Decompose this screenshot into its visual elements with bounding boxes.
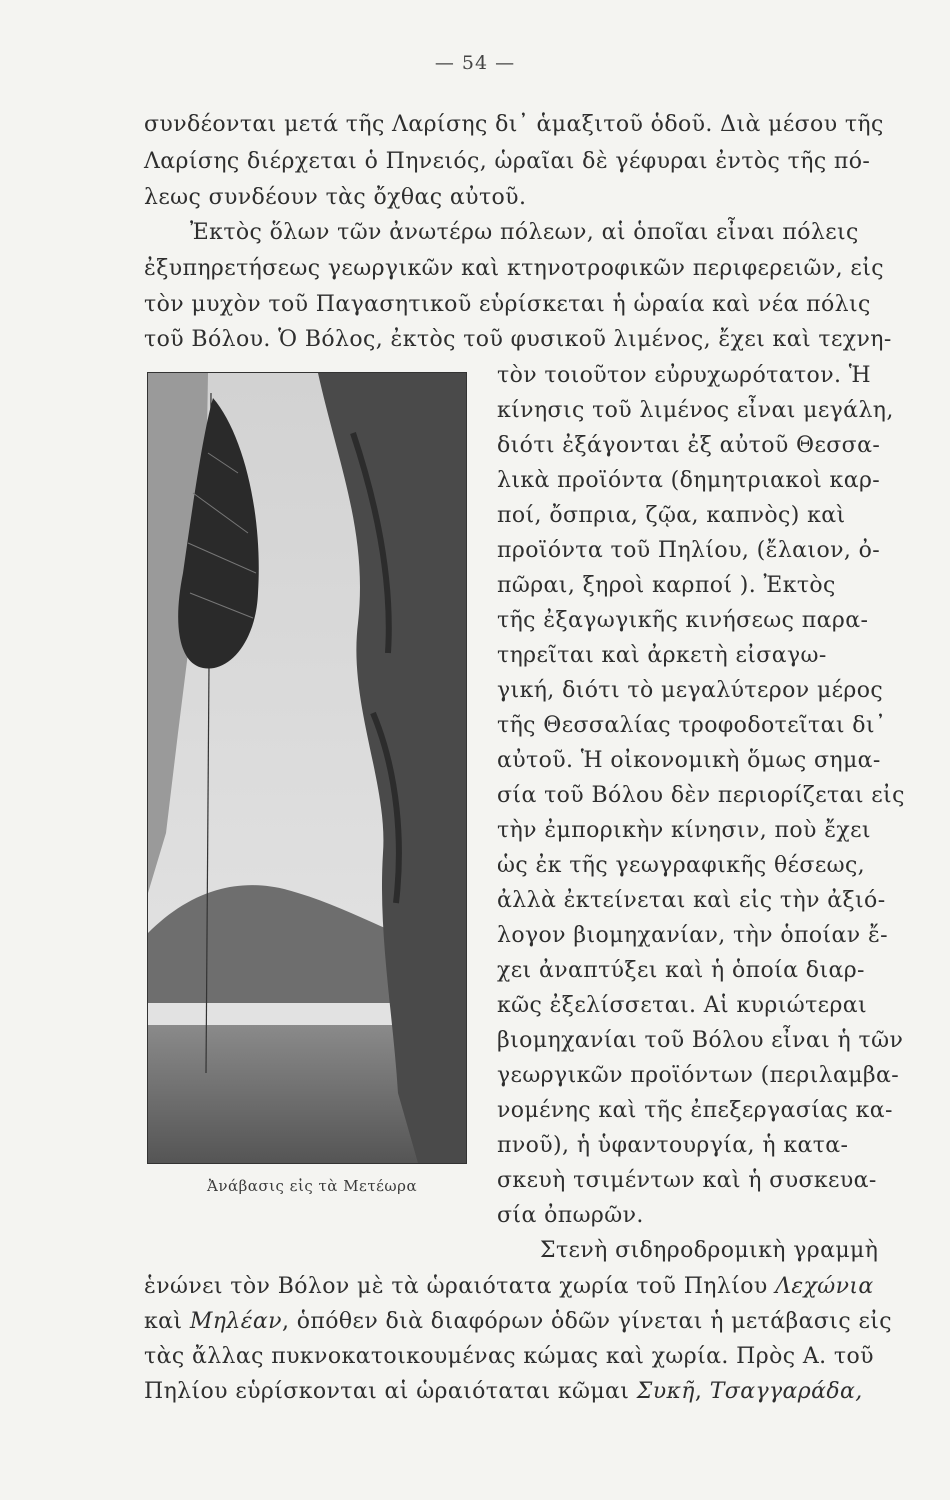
text-line: πνοῦ), ἡ ὑφαντουργία, ἡ κατα- (497, 1133, 849, 1158)
text-line: κίνησις τοῦ λιμένος εἶναι μεγάλη, (497, 398, 894, 423)
text-run: Πηλίου εὑρίσκονται αἱ ὡραιόταται κῶμαι (144, 1379, 630, 1404)
text-line: νομένης καὶ τῆς ἐπεξεργασίας κα- (497, 1098, 893, 1123)
text-run: καὶ (144, 1309, 183, 1334)
text-line: Ἐκτὸς ὅλων τῶν ἀνωτέρω πόλεων, αἱ ὁποῖαι εἶναι πόλεις (190, 220, 859, 245)
photo-caption: Ἀνάβασις εἰς τὰ Μετέωρα (207, 1177, 418, 1195)
text-line: προϊόντα τοῦ Πηλίου, (ἔλαιον, ὀ- (497, 538, 881, 563)
text-line: διότι ἐξάγονται ἐξ αὐτοῦ Θεσσα- (497, 433, 881, 458)
text-line: ἐξυπηρετήσεως γεωργικῶν καὶ κτηνοτροφικῶν περιφερειῶν, εἰς (144, 256, 884, 281)
text-line: λογον βιομηχανίαν, τὴν ὁποίαν ἔ- (497, 923, 888, 948)
text-line: ἀλλὰ ἐκτείνεται καὶ εἰς τὴν ἀξιό- (497, 888, 886, 913)
text-line: ποί, ὄσπρια, ζῷα, καπνὸς) καὶ (497, 503, 846, 528)
text-line: Στενὴ σιδηροδρομικὴ γραμμὴ (540, 1238, 879, 1263)
text-line: σία τοῦ Βόλου δὲν περιορίζεται εἰς (497, 783, 905, 808)
place-name: Μηλέαν (189, 1309, 282, 1334)
place-name: Λεχώνια (775, 1274, 874, 1299)
text-line: Λαρίσης διέρχεται ὁ Πηνειός, ὡραῖαι δὲ γέφυραι ἐντὸς τῆς πό- (144, 149, 871, 174)
text-line: κῶς ἐξελίσσεται. Αἱ κυριώτεραι (497, 993, 868, 1018)
text-line: συνδέονται μετά τῆς Λαρίσης δι᾽ ἁμαξιτοῦ ὁδοῦ. Διὰ μέσου τῆς (144, 112, 884, 137)
text-line (144, 1311, 892, 1333)
text-line: σία ὀπωρῶν. (497, 1203, 644, 1228)
text-run: , (694, 1379, 703, 1404)
text-line (144, 1381, 863, 1403)
text-line: τοῦ Βόλου. Ὁ Βόλος, ἐκτὸς τοῦ φυσικοῦ λιμένος, ἔχει καὶ τεχνη- (144, 327, 892, 352)
place-name: Συκῆ (636, 1379, 695, 1404)
text-line: τῆς ἐξαγωγικῆς κινήσεως παρα- (497, 608, 869, 633)
text-line: τὸν μυχὸν τοῦ Παγασητικοῦ εὑρίσκεται ἡ ὡραία καὶ νέα πόλις (144, 292, 871, 317)
text-line: πῶραι, ξηροὶ καρποί ). Ἐκτὸς (497, 573, 836, 598)
page-number: — 54 — (434, 52, 516, 74)
text-line: ὡς ἐκ τῆς γεωγραφικῆς θέσεως, (497, 853, 866, 878)
text-line: λεως συνδέουν τὰς ὄχθας αὐτοῦ. (144, 185, 527, 210)
text-run: , ὁπόθεν διὰ διαφόρων ὁδῶν γίνεται ἡ μετάβασις εἰς (281, 1309, 892, 1334)
text-line: γεωργικῶν προϊόντων (περιλαμβα- (497, 1063, 900, 1088)
text-line: τῆς Θεσσαλίας τροφοδοτεῖται δι᾽ (497, 713, 887, 738)
text-line: τὰς ἄλλας πυκνοκατοικουμένας κώμας καὶ χωρία. Πρὸς Α. τοῦ (144, 1344, 874, 1369)
text-line: γική, διότι τὸ μεγαλύτερον μέρος (497, 678, 884, 703)
text-line: αὐτοῦ. Ἡ οἰκονομικὴ ὅμως σημα- (497, 748, 881, 773)
text-line: τηρεῖται καὶ ἀρκετὴ εἰσαγω- (497, 643, 827, 668)
text-line: σκευὴ τσιμέντων καὶ ἡ συσκευα- (497, 1168, 877, 1193)
text-line: τὸν τοιοῦτον εὐρυχωρότατον. Ἡ (497, 363, 871, 388)
text-line: βιομηχανίαι τοῦ Βόλου εἶναι ἡ τῶν (497, 1028, 904, 1053)
text-run: ἑνώνει τὸν Βόλον μὲ τὰ ὡραιότατα χωρία τοῦ Πηλίου (144, 1274, 768, 1299)
text-line: χει ἀναπτύξει καὶ ἡ ὁποία διαρ- (497, 958, 865, 983)
text-line: τὴν ἐμπορικὴν κίνησιν, ποὺ ἔχει (497, 818, 871, 843)
photograph-meteora (147, 372, 467, 1164)
text-line: λικὰ προϊόντα (δημητριακοὶ καρ- (497, 468, 881, 493)
text-line (144, 1276, 874, 1298)
place-name: Τσαγγαράδα, (709, 1379, 863, 1404)
